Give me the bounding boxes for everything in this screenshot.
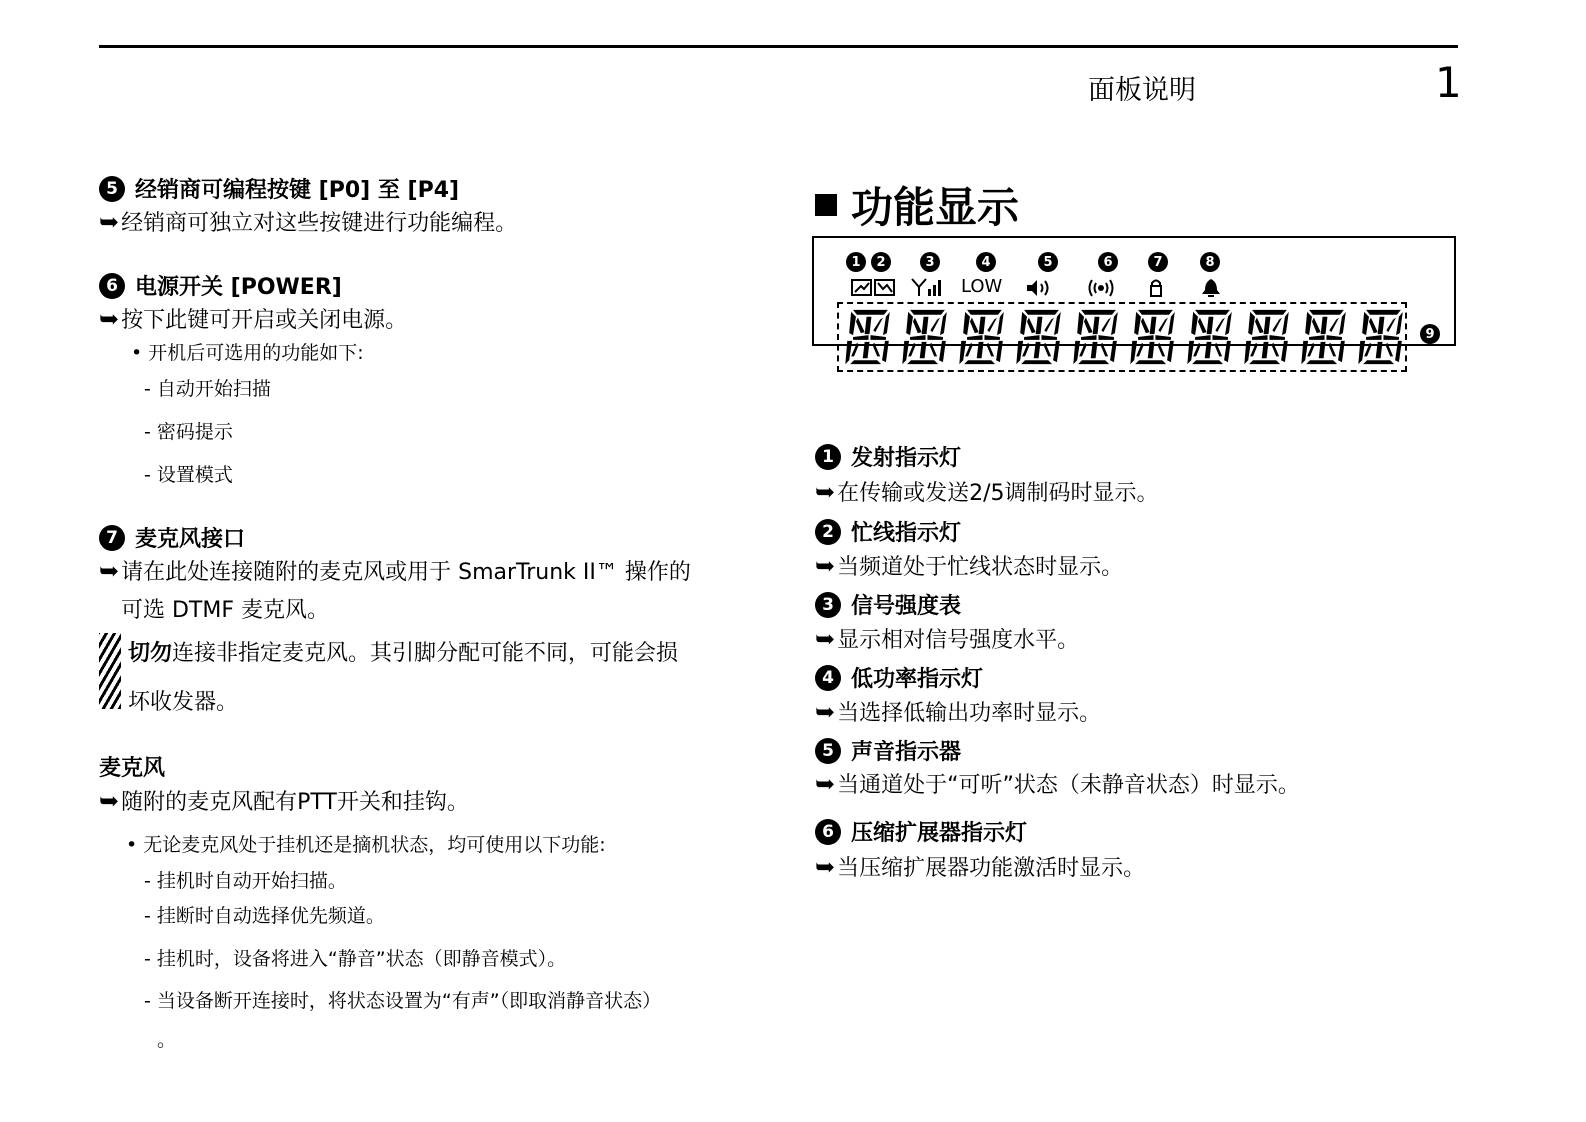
function-display-heading — [815, 175, 1019, 235]
indicator-number: 2 — [871, 252, 891, 272]
item-6-heading: 6 压缩扩展器指示灯 — [815, 816, 1027, 847]
item-3-desc: ➥ 显示相对信号强度水平。 — [815, 624, 1080, 653]
section-7-desc-line2: 可选 DTMF 麦克风。 — [121, 598, 330, 623]
number-badge: 5 — [99, 176, 125, 202]
lock-icon — [1147, 278, 1165, 298]
arrow-icon: ➥ — [815, 551, 836, 580]
item-1-desc: ➥ 在传输或发送2/5调制码时显示。 — [815, 477, 1159, 506]
low-power-label: LOW — [961, 276, 1003, 297]
section-7-heading — [99, 522, 245, 553]
signal-strength-icon — [910, 277, 944, 297]
segment-row — [845, 308, 1407, 366]
segment-digit — [1130, 308, 1179, 366]
arrow-icon: ➥ — [99, 786, 120, 815]
list-item: - 挂机时，设备将进入“静音”状态（即静音模式）。 — [144, 948, 567, 970]
indicator-number: 5 — [1038, 252, 1058, 272]
segment-digit — [1016, 308, 1065, 366]
caution-hatch-icon — [99, 633, 121, 709]
number-badge: 3 — [815, 592, 841, 618]
compander-icon — [1086, 278, 1116, 298]
segment-digit — [902, 308, 951, 366]
number-badge: 4 — [815, 665, 841, 691]
segment-digit — [1244, 308, 1293, 366]
segment-digit — [1301, 308, 1350, 366]
indicator-number: 4 — [976, 252, 996, 272]
arrow-icon: ➥ — [815, 769, 836, 798]
item-2-desc: ➥ 当频道处于忙线状态时显示。 — [815, 551, 1124, 580]
indicator-number: 6 — [1098, 252, 1118, 272]
item-3-heading: 3 信号强度表 — [815, 589, 961, 620]
number-badge: 2 — [815, 519, 841, 545]
item-1-heading: 1 发射指示灯 — [815, 441, 961, 472]
arrow-icon: ➥ — [815, 624, 836, 653]
top-rule — [99, 45, 1458, 48]
indicator-number: 1 — [846, 252, 866, 272]
list-item: - 挂机时自动开始扫描。 — [144, 870, 347, 892]
arrow-icon: ➥ — [99, 207, 120, 236]
mic-bullet: • 无论麦克风处于挂机还是摘机状态，均可使用以下功能: — [126, 834, 606, 856]
list-item: - 挂断时自动选择优先频道。 — [144, 905, 385, 927]
number-badge: 6 — [99, 273, 125, 299]
list-item: - 自动开始扫描 — [144, 378, 271, 400]
arrow-icon: ➥ — [815, 852, 836, 881]
section-6-desc: ➥ 按下此键可开启或关闭电源。 — [99, 304, 408, 333]
indicator-number: 3 — [920, 252, 940, 272]
section-6-title: 电源开关 [POWER] — [135, 275, 342, 300]
indicator-number: 7 — [1148, 252, 1168, 272]
indicator-number: 8 — [1200, 252, 1220, 272]
mic-desc: ➥ 随附的麦克风配有PTT开关和挂钩。 — [99, 786, 469, 815]
bell-icon — [1199, 278, 1223, 298]
speaker-icon — [1025, 278, 1055, 298]
list-item: - 密码提示 — [144, 421, 233, 443]
section-5-desc: ➥ 经销商可独立对这些按键进行功能编程。 — [99, 207, 518, 236]
caution-text-line2: 坏收发器。 — [128, 690, 239, 715]
number-badge: 7 — [99, 525, 125, 551]
segment-digit — [1187, 308, 1236, 366]
mic-title: 麦克风 — [99, 756, 166, 781]
section-5-heading — [99, 173, 459, 204]
trailing-punct: 。 — [157, 1029, 177, 1051]
arrow-icon: ➥ — [815, 477, 836, 506]
section-6-bullet: • 开机后可选用的功能如下: — [131, 342, 364, 364]
segment-digit — [1073, 308, 1122, 366]
arrow-icon: ➥ — [99, 556, 120, 585]
item-4-heading: 4 低功率指示灯 — [815, 662, 983, 693]
item-6-desc: ➥ 当压缩扩展器功能激活时显示。 — [815, 852, 1146, 881]
item-5-heading: 5 声音指示器 — [815, 735, 961, 766]
number-badge: 6 — [815, 819, 841, 845]
list-item: - 设置模式 — [144, 464, 233, 486]
header-title: 面板说明 — [1088, 75, 1196, 106]
segment-digit — [959, 308, 1008, 366]
indicator-number: 9 — [1420, 324, 1440, 344]
function-display-title: 功能显示 — [851, 183, 1020, 232]
list-item: - 当设备断开连接时，将状态设置为“有声”（即取消静音状态） — [144, 990, 662, 1012]
page-number: 1 — [1435, 58, 1462, 107]
section-7-desc: ➥ 请在此处连接随附的麦克风或用于 SmarTrunk II™ 操作的 — [99, 556, 691, 585]
caution-text: 切勿连接非指定麦克风。其引脚分配可能不同，可能会损 — [128, 641, 679, 666]
segment-digit — [845, 308, 894, 366]
segment-digit — [1358, 308, 1407, 366]
square-bullet-icon — [815, 194, 837, 216]
arrow-icon: ➥ — [815, 697, 836, 726]
section-7-title: 麦克风接口 — [135, 527, 246, 552]
item-4-desc: ➥ 当选择低输出功率时显示。 — [815, 697, 1102, 726]
tx-busy-icon — [851, 279, 897, 297]
number-badge: 5 — [815, 738, 841, 764]
item-2-heading: 2 忙线指示灯 — [815, 516, 961, 547]
number-badge: 1 — [815, 444, 841, 470]
section-6-heading — [99, 270, 342, 301]
arrow-icon: ➥ — [99, 304, 120, 333]
item-5-desc: ➥ 当通道处于“可听”状态（未静音状态）时显示。 — [815, 769, 1300, 798]
mic-heading — [99, 751, 165, 782]
section-5-title: 经销商可编程按键 [P0] 至 [P4] — [135, 178, 460, 203]
